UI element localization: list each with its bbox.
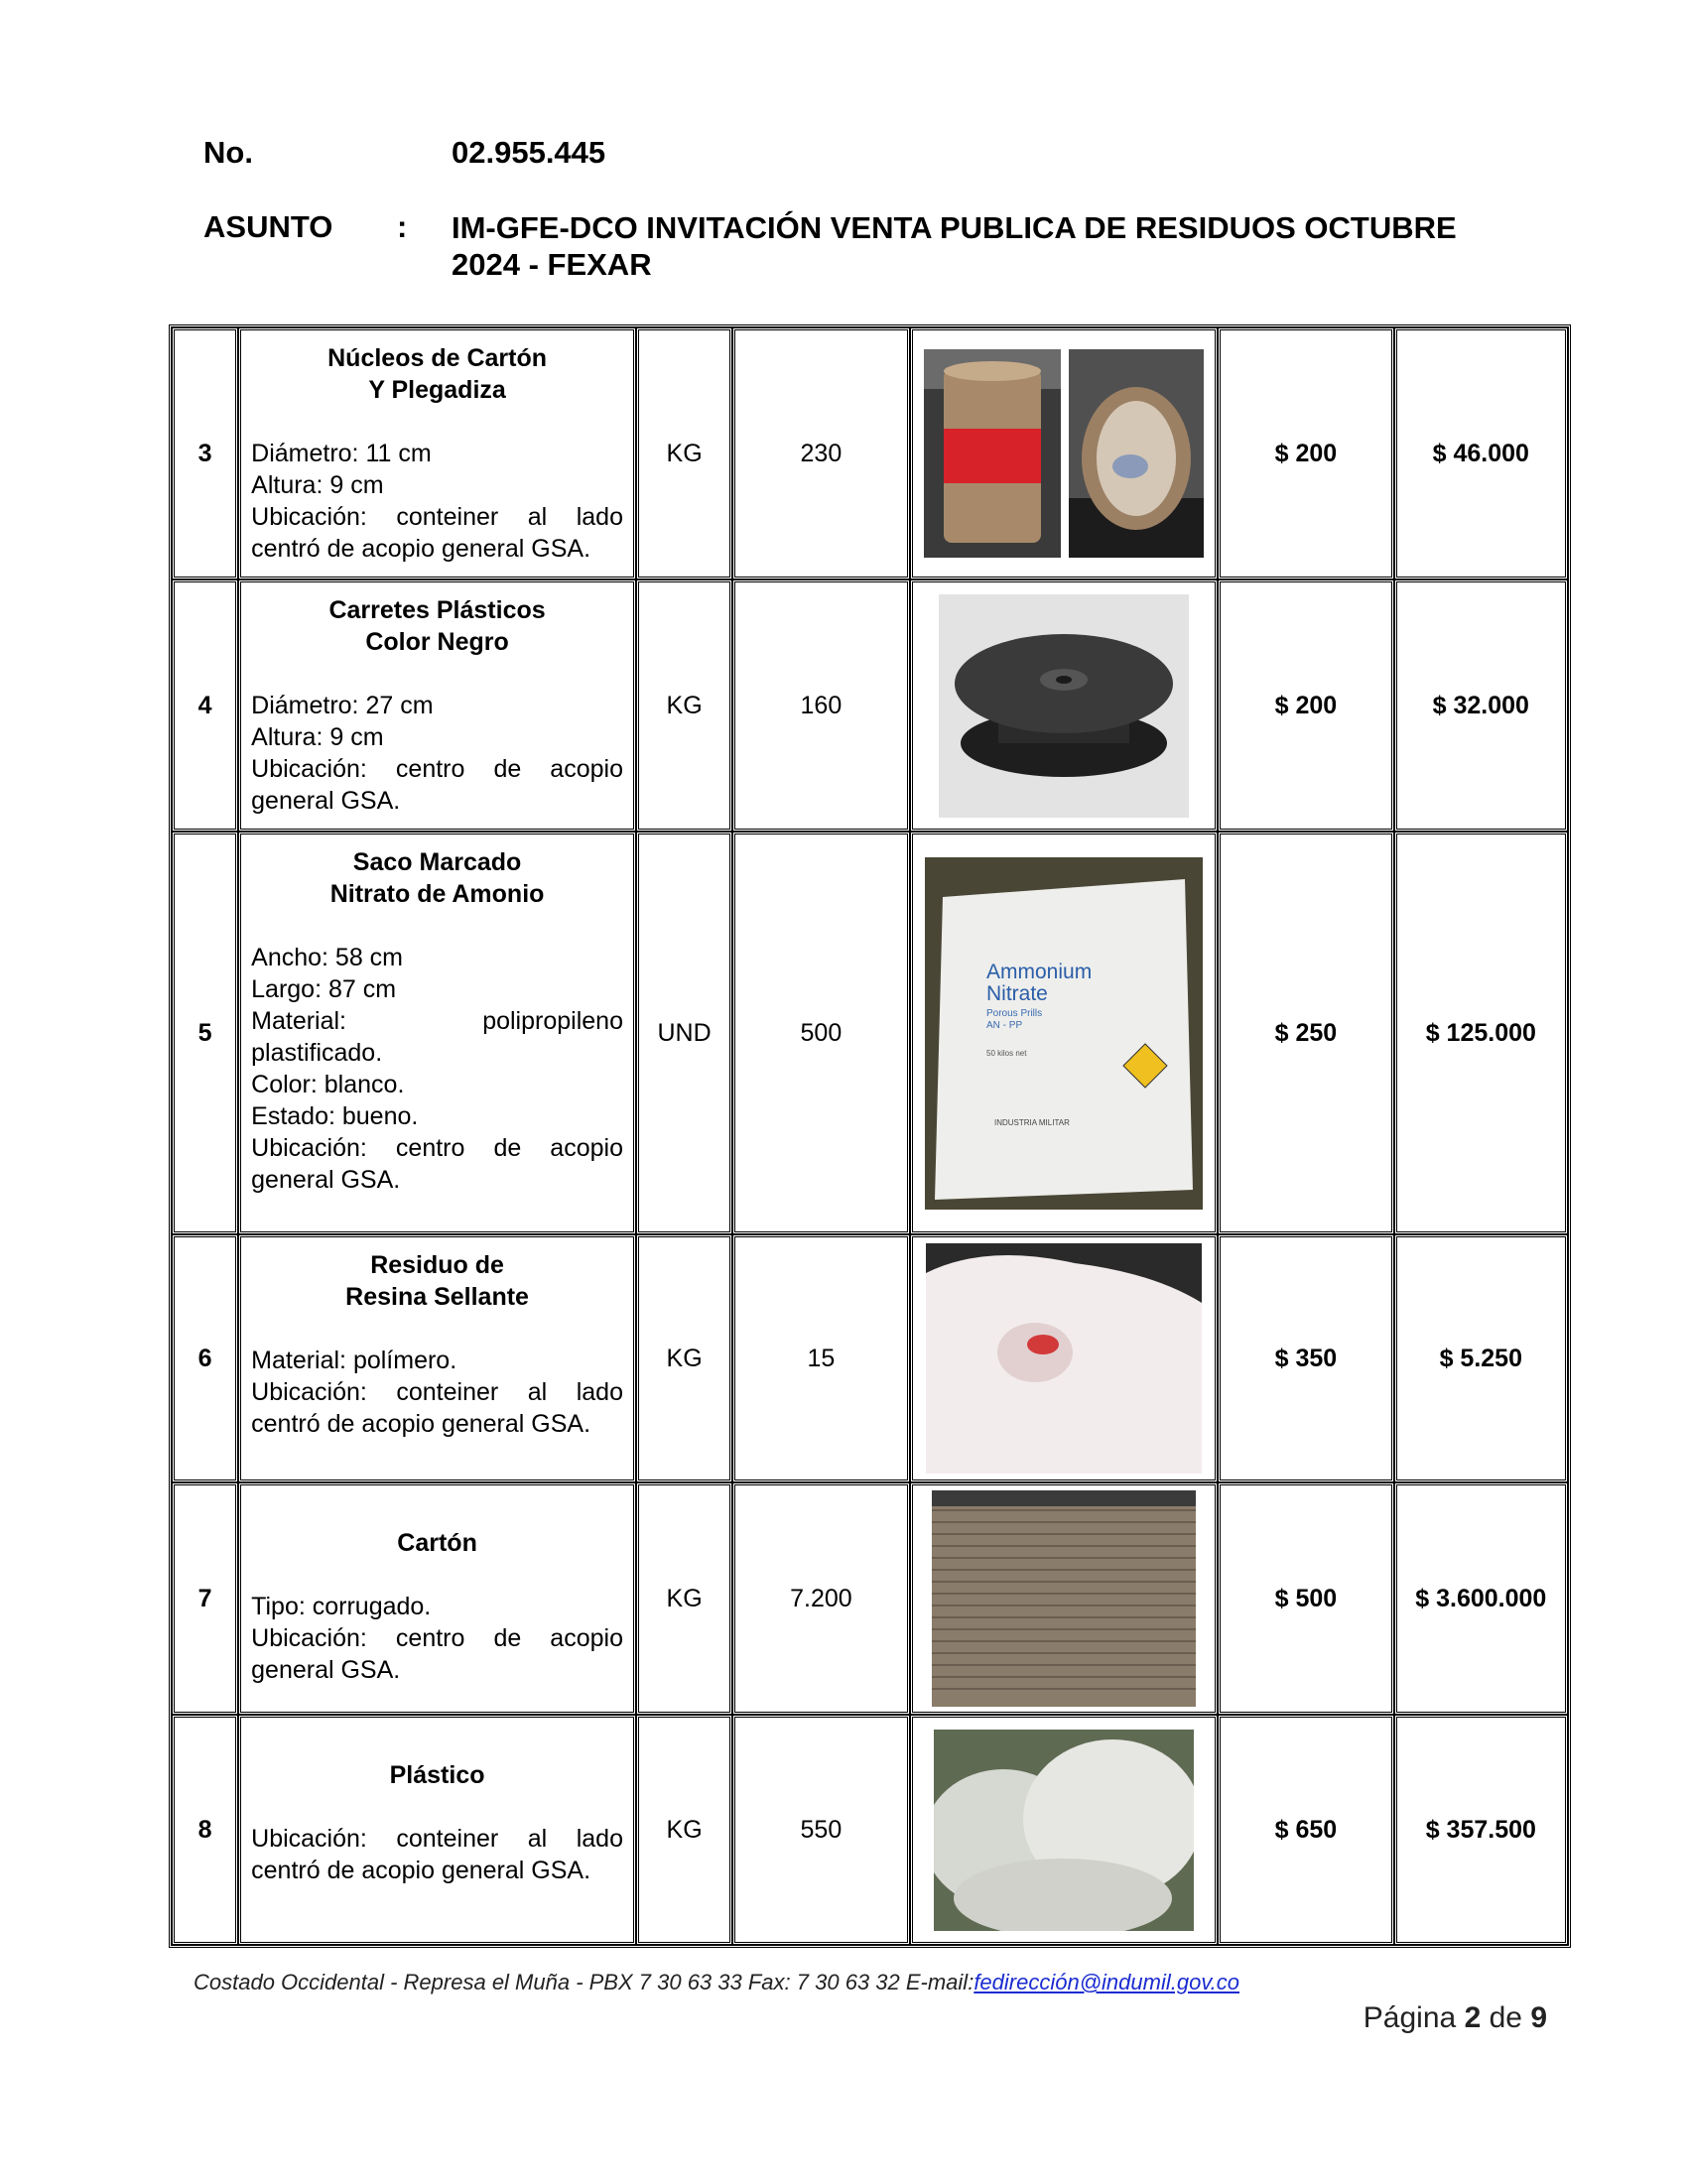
item-detail-line: Diámetro: 11 cm [251,440,432,467]
item-title-line: Nitrato de Amonio [329,880,545,908]
item-description [238,832,636,1234]
item-number: 5 [172,832,238,1234]
item-title-line: Resina Sellante [345,1283,529,1311]
item-quantity: 15 [732,1234,909,1482]
sack-image [925,857,1203,1210]
page-number [1363,2001,1547,2035]
item-unit: KG [636,1234,732,1482]
item-unit-price: $ 350 [1218,1234,1393,1482]
item-detail-line: Tipo: corrugado. [251,1593,432,1620]
items-table [169,324,1571,1948]
sack-label-prills: Porous Prills [985,1007,1043,1019]
item-unit-price: $ 200 [1218,327,1393,579]
page-word: Página [1363,2001,1457,2034]
document-number: 02.955.445 [452,135,606,170]
table-row [172,579,1568,832]
asunto-line-2: 2024 - FEXAR [452,247,652,282]
item-photo [910,1234,1219,1482]
page-of: de [1489,2001,1522,2034]
table-row [172,832,1568,1234]
item-detail-line: Ancho: 58 cm [251,944,403,971]
footer-address: Costado Occidental - Represa el Muña - PBX 7 30 63 33 Fax: 7 30 63 32 E-mail: [194,1970,974,1994]
item-number: 3 [172,327,238,579]
no-label: No. [203,135,253,170]
item-description [238,1234,636,1482]
footer-contact [194,1970,1239,1995]
sack-label-nitrate: Nitrate [985,981,1048,1005]
item-detail-line: Ubicación: centro de acopio general GSA. [251,755,623,815]
item-detail-line: Color: blanco. [251,1071,405,1098]
item-number: 6 [172,1234,238,1482]
item-number: 7 [172,1482,238,1715]
item-photo [910,1715,1219,1945]
spool-image [939,594,1189,818]
item-photo [910,579,1219,832]
item-number: 4 [172,579,238,832]
asunto-label: ASUNTO [203,209,333,244]
item-title-line: Carretes Plásticos [328,596,546,624]
sack-label-ammonium: Ammonium [985,960,1093,983]
item-detail-line: Estado: bueno. [251,1102,419,1130]
page-current: 2 [1464,2001,1482,2034]
asunto-line-1: IM-GFE-DCO INVITACIÓN VENTA PUBLICA DE RESIDUOS OCTUBRE [452,210,1457,245]
item-quantity: 160 [732,579,909,832]
item-detail-line: Material: polipropileno plastificado. [251,1007,623,1067]
item-total: $ 32.000 [1394,579,1568,832]
table-row [172,1715,1568,1945]
item-quantity: 230 [732,327,909,579]
table-row [172,327,1568,579]
item-unit: KG [636,327,732,579]
sack-label-weight: 50 kilos net [985,1048,1027,1058]
resin-image [926,1243,1202,1474]
core-side-view [924,349,1061,558]
item-unit: KG [636,1482,732,1715]
item-total: $ 3.600.000 [1394,1482,1568,1715]
item-total: $ 5.250 [1394,1234,1568,1482]
item-detail-line: Largo: 87 cm [251,975,397,1003]
table-row [172,1234,1568,1482]
table-row [172,1482,1568,1715]
item-title-line: Color Negro [365,628,509,656]
item-detail-line: Altura: 9 cm [251,723,384,751]
item-title-line: Y Plegadiza [368,376,506,404]
item-unit-price: $ 500 [1218,1482,1393,1715]
item-detail-line: Ubicación: conteiner al lado centró de acopio general GSA. [251,503,623,563]
item-description [238,1482,636,1715]
item-total: $ 46.000 [1394,327,1568,579]
item-title-line: Plástico [389,1761,485,1789]
item-photo [910,327,1219,579]
item-unit: KG [636,1715,732,1945]
core-end-view [1069,349,1204,558]
item-description [238,327,636,579]
item-quantity: 500 [732,832,909,1234]
item-number: 8 [172,1715,238,1945]
asunto-colon: : [397,209,408,244]
item-description [238,1715,636,1945]
item-total: $ 125.000 [1394,832,1568,1234]
item-title-line: Cartón [397,1529,477,1557]
item-unit-price: $ 200 [1218,579,1393,832]
item-title-line: Saco Marcado [352,848,522,876]
item-title-line: Núcleos de Cartón [327,344,547,372]
item-total: $ 357.500 [1394,1715,1568,1945]
item-detail-line: Ubicación: conteiner al lado centró de acopio general GSA. [251,1825,623,1884]
item-unit: KG [636,579,732,832]
page-total: 9 [1530,2001,1547,2034]
item-unit: UND [636,832,732,1234]
item-unit-price: $ 250 [1218,832,1393,1234]
sack-label-anpp: AN - PP [985,1019,1023,1031]
item-detail-line: Diámetro: 27 cm [251,692,434,719]
item-detail-line: Ubicación: centro de acopio general GSA. [251,1624,623,1684]
item-detail-line: Ubicación: centro de acopio general GSA. [251,1134,623,1194]
asunto-value [452,209,1563,283]
item-unit-price: $ 650 [1218,1715,1393,1945]
item-detail-line: Altura: 9 cm [251,471,384,499]
cardboard-stack-image [932,1490,1196,1707]
item-quantity: 550 [732,1715,909,1945]
footer-email-link[interactable]: fedirección@indumil.gov.co [974,1970,1240,1994]
item-detail-line: Ubicación: conteiner al lado centró de acopio general GSA. [251,1378,623,1438]
item-description [238,579,636,832]
plastic-bags-image [934,1730,1194,1931]
item-photo [910,832,1219,1234]
item-quantity: 7.200 [732,1482,909,1715]
sack-label-maker: INDUSTRIA MILITAR [993,1117,1070,1127]
item-photo [910,1482,1219,1715]
item-title-line: Residuo de [370,1251,504,1279]
item-detail-line: Material: polímero. [251,1347,457,1374]
